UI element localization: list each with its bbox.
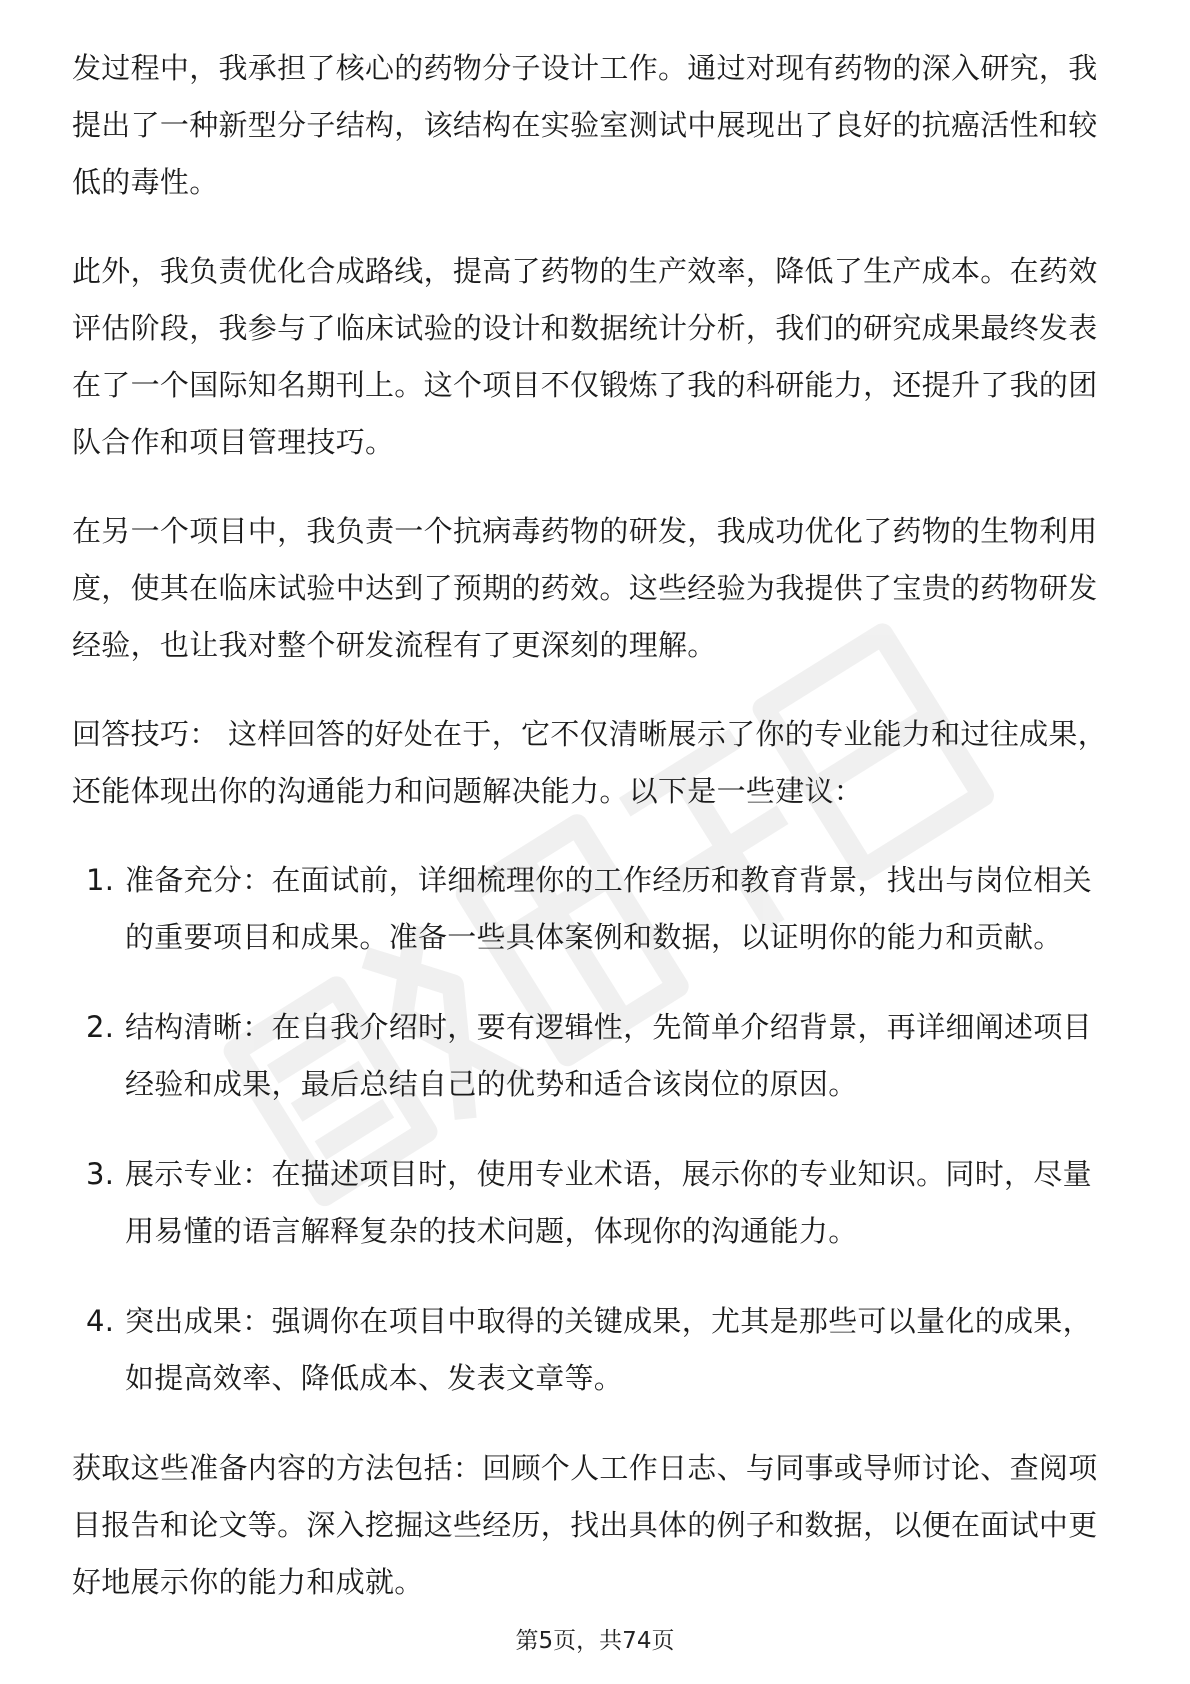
- list-item: [72, 852, 1120, 966]
- list-item-text: 结构清晰：在自我介绍时，要有逻辑性，先简单介绍背景，再详细阐述项目经验和成果，最后总结自己的优势和适合该岗位的原因。: [125, 1010, 1092, 1101]
- list-item: [72, 1146, 1120, 1260]
- list-item-text: 展示专业：在描述项目时，使用专业术语，展示你的专业知识。同时，尽量用易懂的语言解释复杂的技术问题，体现你的沟通能力。: [125, 1157, 1092, 1248]
- list-item-number: 2.: [86, 1010, 115, 1044]
- list-item: [72, 1293, 1120, 1407]
- list-item-number: 3.: [86, 1157, 115, 1191]
- paragraph-antiviral-project: 在另一个项目中，我负责一个抗病毒药物的研发，我成功优化了药物的生物利用度，使其在临床试验中达到了预期的药效。这些经验为我提供了宝贵的药物研发经验，也让我对整个研发流程有了更深刻的理解。: [72, 514, 1098, 662]
- paragraph-answer-tips: 回答技巧： 这样回答的好处在于，它不仅清晰展示了你的专业能力和过往成果，还能体现出你的沟通能力和问题解决能力。以下是一些建议：: [72, 717, 1108, 808]
- list-item: [72, 999, 1120, 1113]
- paragraph-synthesis: 此外，我负责优化合成路线，提高了药物的生产效率，降低了生产成本。在药效评估阶段，我参与了临床试验的设计和数据统计分析，我们的研究成果最终发表在了一个国际知名期刊上。这个项目不仅锻炼了我的科研能力，还提升了我的团队合作和项目管理技巧。: [72, 254, 1098, 459]
- page-number-footer: 第5页，共74页: [515, 1628, 675, 1654]
- list-item-text: 准备充分：在面试前，详细梳理你的工作经历和教育背景，找出与岗位相关的重要项目和成果。准备一些具体案例和数据，以证明你的能力和贡献。: [125, 863, 1092, 954]
- paragraph-project-intro: 发过程中，我承担了核心的药物分子设计工作。通过对现有药物的深入研究，我提出了一种新型分子结构，该结构在实验室测试中展现出了良好的抗癌活性和较低的毒性。: [72, 51, 1098, 199]
- tips-list: [72, 852, 1120, 1407]
- list-item-number: 4.: [86, 1304, 115, 1338]
- document-body: [72, 40, 1120, 1643]
- paragraph-preparation-methods: 获取这些准备内容的方法包括：回顾个人工作日志、与同事或导师讨论、查阅项目报告和论文等。深入挖掘这些经历，找出具体的例子和数据，以便在面试中更好地展示你的能力和成就。: [72, 1451, 1098, 1599]
- list-item-text: 突出成果：强调你在项目中取得的关键成果，尤其是那些可以量化的成果，如提高效率、降低成本、发表文章等。: [125, 1304, 1092, 1395]
- list-item-number: 1.: [86, 863, 115, 897]
